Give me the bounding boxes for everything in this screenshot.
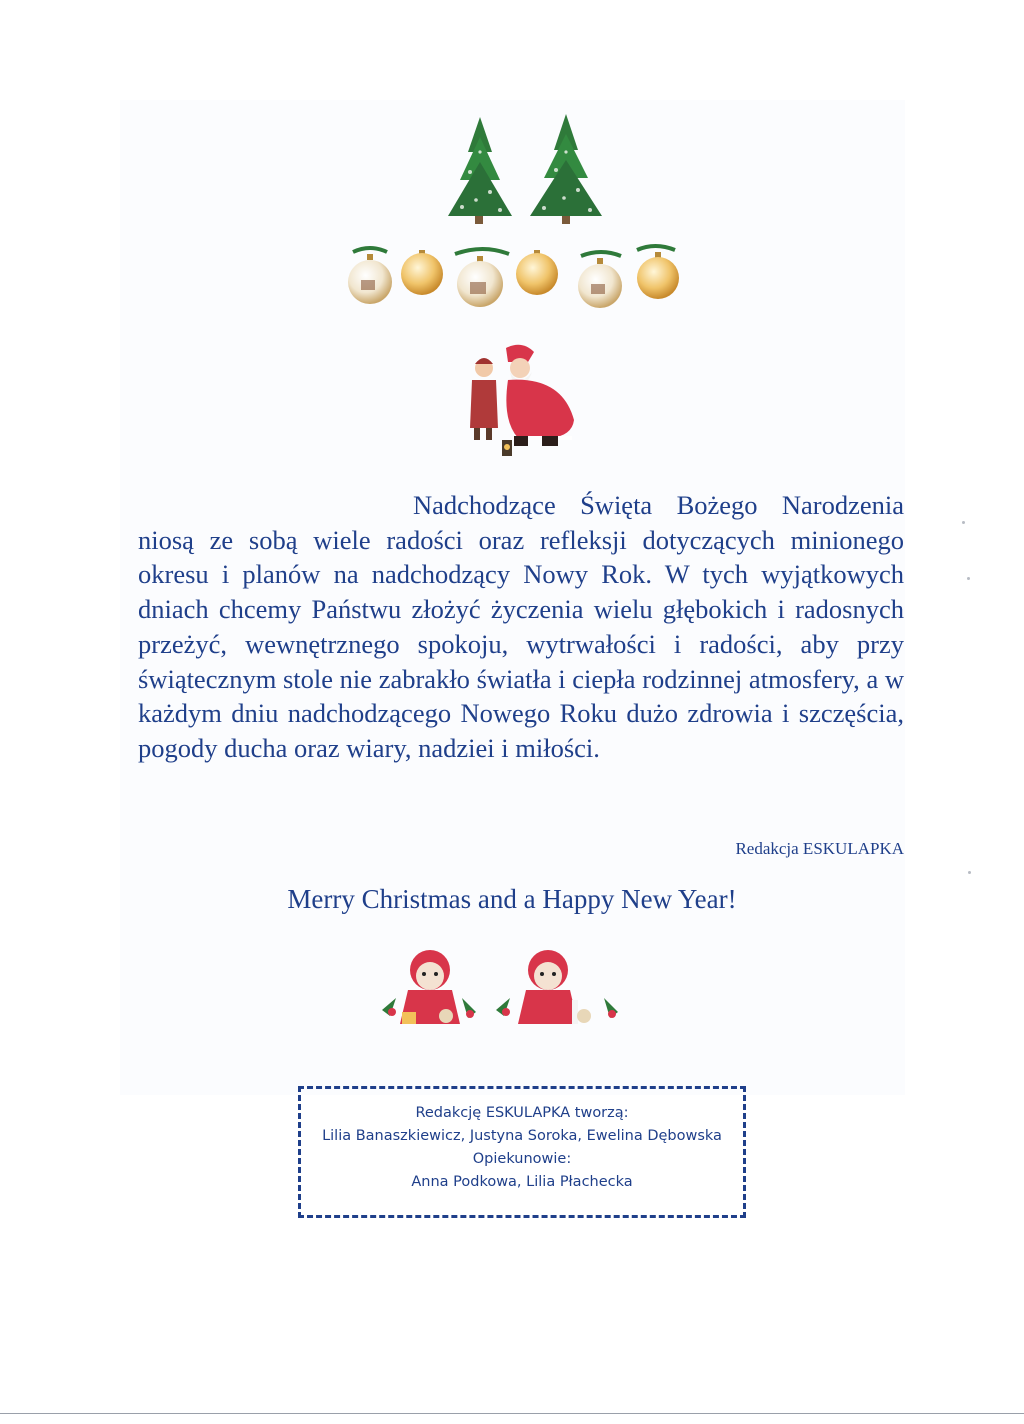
signature: Redakcja ESKULAPKA xyxy=(735,839,904,858)
ornament-5 xyxy=(578,252,622,308)
ornament-3 xyxy=(455,249,509,307)
credits-supervisors: Anna Podkowa, Lilia Płachecka xyxy=(411,1174,633,1190)
ornament-2 xyxy=(401,250,443,295)
doll-right xyxy=(496,950,618,1024)
credits-supervisors-label: Opiekunowie: xyxy=(472,1151,572,1167)
editorial-credits-box xyxy=(298,1086,746,1218)
christmas-dolls-illustration xyxy=(378,940,623,1030)
ornament-1 xyxy=(348,248,392,304)
credits-editors: Lilia Banaszkiewicz, Justyna Soroka, Ewelina Dębowska xyxy=(322,1128,722,1144)
scan-speck xyxy=(967,577,970,580)
christmas-trees-illustration xyxy=(440,112,620,230)
credits-heading: Redakcję ESKULAPKA tworzą: xyxy=(415,1105,629,1121)
scan-edge-line xyxy=(0,1413,1024,1414)
doll-left xyxy=(382,950,476,1024)
tree-right xyxy=(530,114,602,224)
ornament-6 xyxy=(637,246,679,299)
scan-speck xyxy=(962,521,965,524)
wishes-body: niosą ze sobą wiele radości oraz refleksji dotyczących minionego okresu i planów na nadchodzący Nowy Rok. W tych wyjątkowych dniach chcemy Państwu złożyć życzenia wielu głębokich i radosnych przeżyć, wewnętrznego spokoju, wytrwałości i radości, aby przy świątecznym stole nie zabrakło światła i ciepła rodzinnej atmosfery, a w każdym dniu nadchodzącego Nowego Roku dużo zdrowia i szczęścia, pogody ducha oraz wiary, nadziei i miłości. xyxy=(138,524,904,763)
child-figure xyxy=(470,358,498,440)
scan-speck xyxy=(968,871,971,874)
tree-left xyxy=(448,117,512,224)
wishes-first-line: Nadchodzące Święta Bożego Narodzenia xyxy=(413,490,904,520)
santa-with-child-illustration xyxy=(462,340,582,460)
christmas-wishes-paragraph xyxy=(138,488,904,766)
santa-figure xyxy=(502,345,574,456)
english-greeting: Merry Christmas and a Happy New Year! xyxy=(287,884,737,914)
ornament-4 xyxy=(516,250,558,295)
christmas-ornaments-garland xyxy=(345,240,695,324)
